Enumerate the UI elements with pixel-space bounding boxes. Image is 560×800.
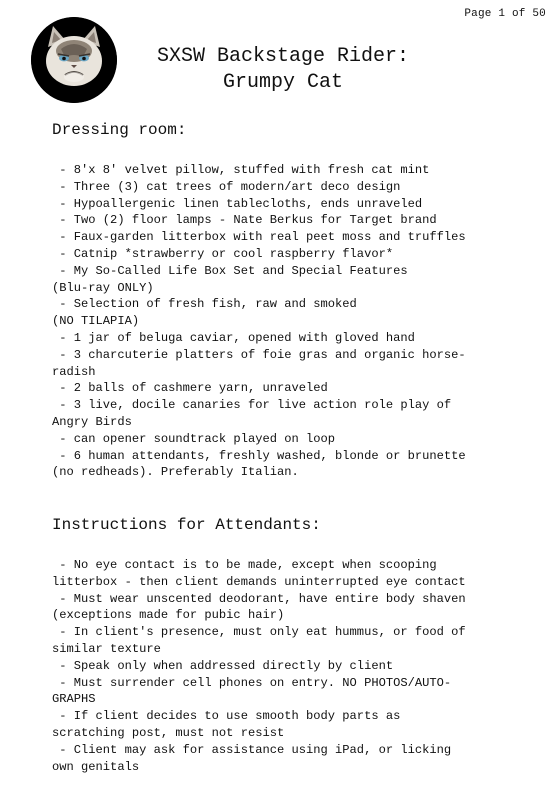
list-item: - can opener soundtrack played on loop — [52, 431, 336, 446]
list-item: (no redheads). Preferably Italian. — [52, 465, 299, 480]
list-item: radish — [52, 364, 96, 379]
list-item: - No eye contact is to be made, except when scooping — [52, 558, 437, 572]
dressing-room-heading: Dressing room: — [52, 121, 187, 139]
list-item: - In client′s presence, must only eat hummus, or food of — [52, 625, 466, 640]
title-line-2: Grumpy Cat — [222, 71, 344, 94]
list-item: - Faux-garden litterbox with real peet moss and truffles — [52, 230, 466, 245]
list-item: - Two (2) floor lamps - Nate Berkus for Target brand — [52, 213, 437, 228]
list-item: own genitals — [52, 759, 140, 774]
list-item: - Selection of fresh fish, raw and smoked — [52, 297, 357, 312]
list-item: - Client may ask for assistance using iPad, or licking — [52, 742, 452, 757]
list-item: - Three (3) cat trees of modern/art deco design — [52, 179, 401, 194]
list-item: - Must surrender cell phones on entry. NO PHOTOS/AUTO- — [52, 675, 452, 690]
title-line-1: SXSW Backstage Rider: — [156, 45, 410, 68]
grumpy-cat-avatar — [31, 17, 117, 103]
rider-title — [118, 44, 448, 96]
list-item: Angry Birds — [52, 414, 132, 429]
list-item: - 2 balls of cashmere yarn, unraveled — [52, 381, 328, 396]
list-item: - 6 human attendants, freshly washed, blonde or brunette — [52, 448, 466, 463]
list-item: litterbox - then client demands uninterrupted eye contact — [52, 574, 466, 589]
list-item: similar texture — [52, 641, 161, 656]
list-item: - 1 jar of beluga caviar, opened with gloved hand — [52, 330, 415, 345]
list-item: (exceptions made for pubic hair) — [52, 608, 285, 623]
instructions-heading: Instructions for Attendants: — [52, 516, 321, 534]
instructions-list — [52, 557, 552, 775]
list-item: - Hypoallergenic linen tablecloths, ends unraveled — [52, 196, 423, 211]
list-item: (Blu-ray ONLY) — [52, 280, 154, 295]
list-item: (NO TILAPIA) — [52, 314, 140, 329]
list-item: - 3 live, docile canaries for live action role play of — [52, 398, 452, 413]
list-item: - 8′x 8′ velvet pillow, stuffed with fresh cat mint — [52, 163, 430, 177]
list-item: - Must wear unscented deodorant, have entire body shaven — [52, 591, 466, 606]
list-item: GRAPHS — [52, 692, 96, 707]
list-item: - My So-Called Life Box Set and Special Features — [52, 263, 408, 278]
list-item: - Speak only when addressed directly by client — [52, 658, 394, 673]
list-item: - 3 charcuterie platters of foie gras and organic horse- — [52, 347, 466, 362]
list-item: scratching post, must not resist — [52, 725, 285, 740]
list-item: - If client decides to use smooth body parts as — [52, 709, 401, 724]
list-item: - Catnip *strawberry or cool raspberry flavor* — [52, 246, 394, 261]
dressing-room-list — [52, 162, 552, 481]
page-indicator: Page 1 of 50 — [464, 8, 546, 20]
grumpy-cat-icon — [31, 17, 117, 103]
